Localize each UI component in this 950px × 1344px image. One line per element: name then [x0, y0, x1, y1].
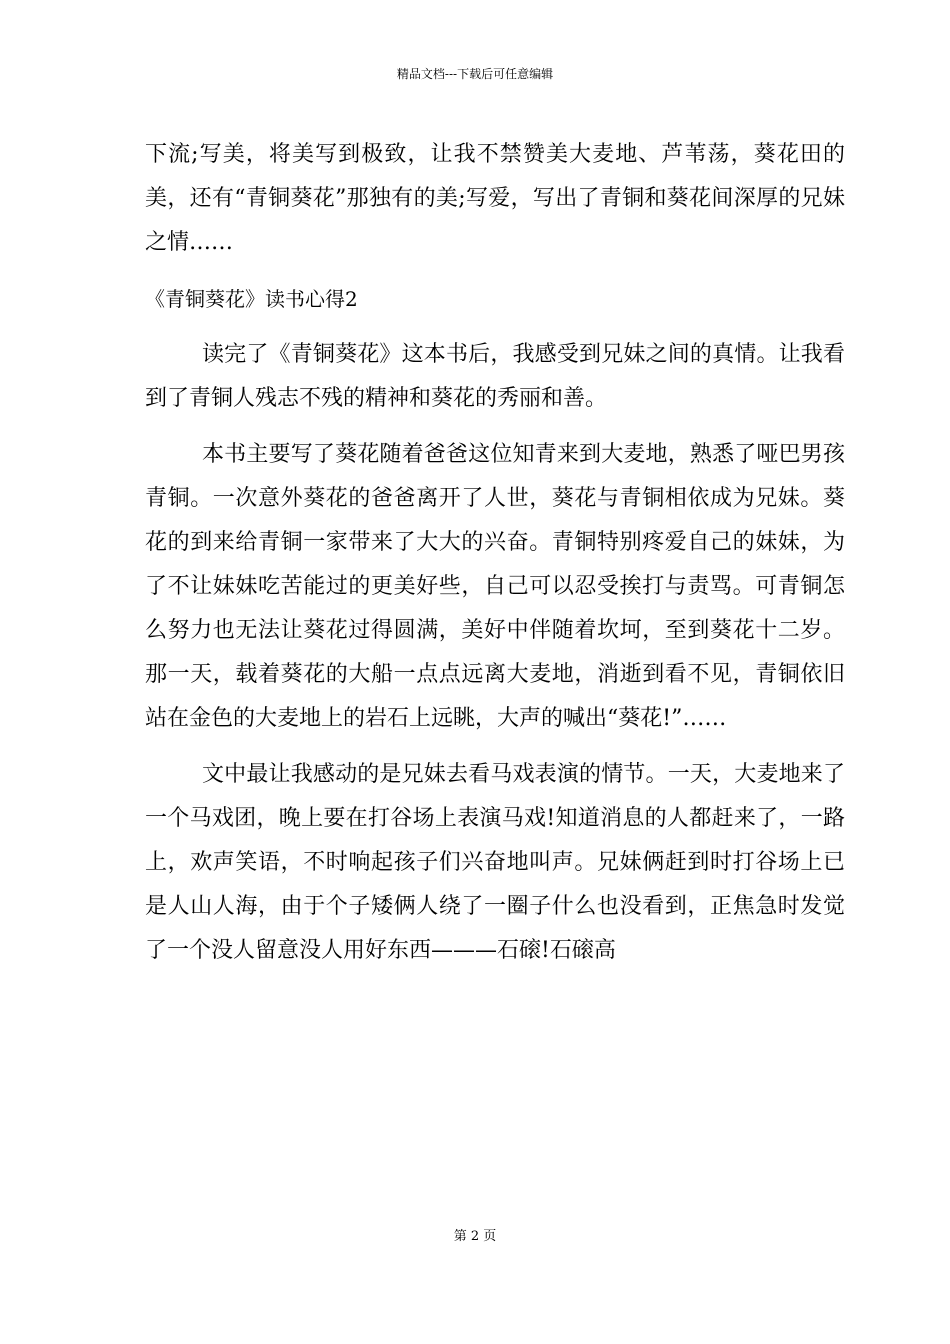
- section-heading: 《青铜葵花》读书心得2: [145, 287, 358, 311]
- continued-paragraph: 下流;写美，将美写到极致，让我不禁赞美大麦地、芦苇荡，葵花田的美，还有“青铜葵花”那独有的美;写爱，写出了青铜和葵花间深厚的兄妹之情……: [145, 142, 845, 255]
- page-header: 精品文档---下载后可任意编辑: [396, 67, 554, 81]
- paragraph-2: 本书主要写了葵花随着爸爸这位知青来到大麦地，熟悉了哑巴男孩青铜。一次意外葵花的爸爸离开了人世，葵花与青铜相依成为兄妹。葵花的到来给青铜一家带来了大大的兴奋。青铜特别疼爱自己的妹妹，为了不让妹妹吃苦能过的更美好些，自己可以忍受挨打与责骂。可青铜怎么努力也无法让葵花过得圆满，美好中伴随着坎坷，至到葵花十二岁。那一天，载着葵花的大船一点点远离大麦地，消逝到看不见，青铜依旧站在金色的大麦地上的岩石上远眺，大声的喊出“葵花!”……: [145, 442, 845, 731]
- paragraph-3: 文中最让我感动的是兄妹去看马戏表演的情节。一天，大麦地来了一个马戏团，晚上要在打谷场上表演马戏!知道消息的人都赶来了，一路上，欢声笑语，不时响起孩子们兴奋地叫声。兄妹俩赶到时打谷场上已是人山人海，由于个子矮俩人绕了一圈子什么也没看到，正焦急时发觉了一个没人留意没人用好东西———石磙!石磙高: [145, 762, 845, 963]
- document-body: [145, 133, 845, 973]
- paragraph-1: 读完了《青铜葵花》这本书后，我感受到兄妹之间的真情。让我看到了青铜人残志不残的精神和葵花的秀丽和善。: [145, 342, 845, 411]
- page-number: 第 2 页: [453, 1229, 497, 1244]
